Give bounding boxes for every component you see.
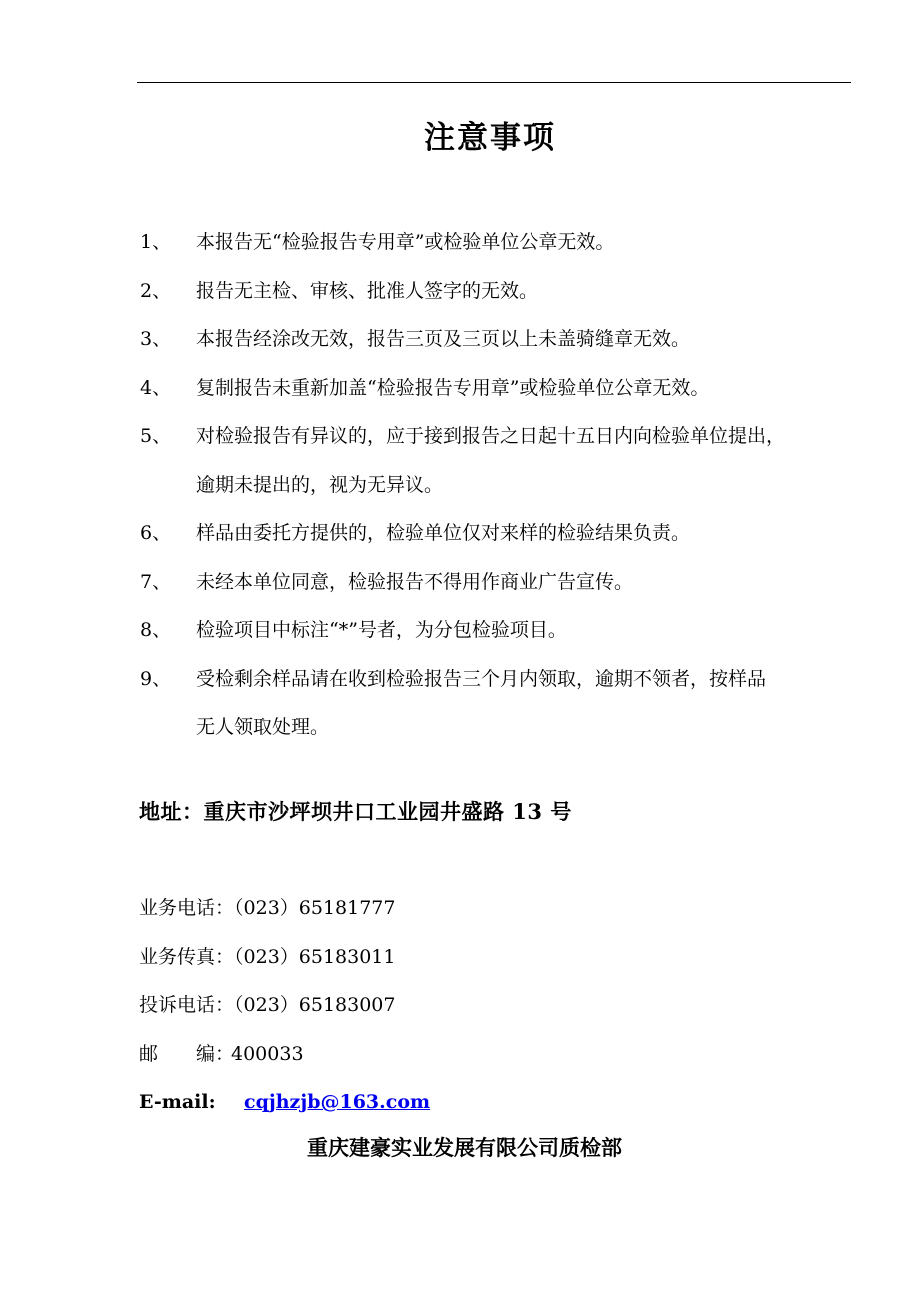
complaint-phone-label: 投诉电话： — [139, 994, 235, 1016]
business-fax-label: 业务传真： — [139, 945, 235, 968]
notice-text: 复制报告未重新加盖“检验报告专用章”或检验单位公章无效。 — [196, 376, 710, 399]
business-phone — [139, 884, 430, 933]
notice-text: 检验项目中标注“*”号者，为分包检验项目。 — [196, 619, 567, 641]
notice-number: 2、 — [140, 279, 172, 302]
notice-item — [140, 558, 860, 607]
notice-text: 报告无主检、审核、批准人签字的无效。 — [196, 279, 539, 302]
notice-number: 8、 — [140, 619, 172, 641]
business-fax-value: （023）65183011 — [234, 945, 396, 968]
page-title: 注意事项 — [424, 120, 556, 156]
header-rule — [137, 82, 851, 83]
postcode — [139, 1030, 430, 1079]
notice-list — [140, 218, 860, 752]
notice-number: 5、 — [140, 425, 172, 447]
postcode-label: 邮 编： — [139, 1042, 235, 1065]
complaint-phone — [139, 981, 430, 1030]
notice-number: 4、 — [140, 376, 172, 399]
notice-number: 1、 — [140, 231, 172, 253]
notice-number: 7、 — [140, 570, 172, 593]
notice-item — [140, 412, 860, 509]
address: 地址：重庆市沙坪坝井口工业园井盛路 13 号 — [139, 799, 572, 824]
notice-continuation: 逾期未提出的，视为无异议。 — [196, 473, 444, 496]
notice-item — [140, 364, 860, 413]
notice-item — [140, 218, 860, 267]
email — [139, 1078, 430, 1127]
email-link[interactable]: cqjhzjb@163.com — [244, 1091, 431, 1113]
notice-continuation: 无人领取处理。 — [196, 716, 330, 738]
postcode-value: 400033 — [231, 1042, 304, 1065]
notice-item — [140, 267, 860, 316]
organization-name: 重庆建豪实业发展有限公司质检部 — [307, 1135, 622, 1160]
business-phone-label: 业务电话： — [139, 897, 235, 919]
notice-item — [140, 315, 860, 364]
notice-text: 未经本单位同意，检验报告不得用作商业广告宣传。 — [196, 570, 634, 593]
notice-text: 本报告无“检验报告专用章”或检验单位公章无效。 — [196, 231, 615, 253]
notice-number: 3、 — [140, 328, 172, 350]
notice-text: 样品由委托方提供的，检验单位仅对来样的检验结果负责。 — [196, 522, 691, 544]
notice-item — [140, 655, 860, 752]
email-label: E-mail: — [139, 1091, 216, 1113]
notice-text: 受检剩余样品请在收到检验报告三个月内领取，逾期不领者，按样品 — [196, 667, 767, 690]
notice-number: 6、 — [140, 522, 172, 544]
notice-item — [140, 509, 860, 558]
complaint-phone-value: （023）65183007 — [234, 994, 396, 1016]
notice-item — [140, 606, 860, 655]
notice-text: 对检验报告有异议的，应于接到报告之日起十五日内向检验单位提出， — [196, 425, 786, 447]
contact-block — [139, 884, 430, 1127]
notice-text: 本报告经涂改无效，报告三页及三页以上未盖骑缝章无效。 — [196, 328, 691, 350]
business-phone-value: （023）65181777 — [234, 897, 396, 919]
notice-number: 9、 — [140, 667, 172, 690]
business-fax — [139, 933, 430, 982]
